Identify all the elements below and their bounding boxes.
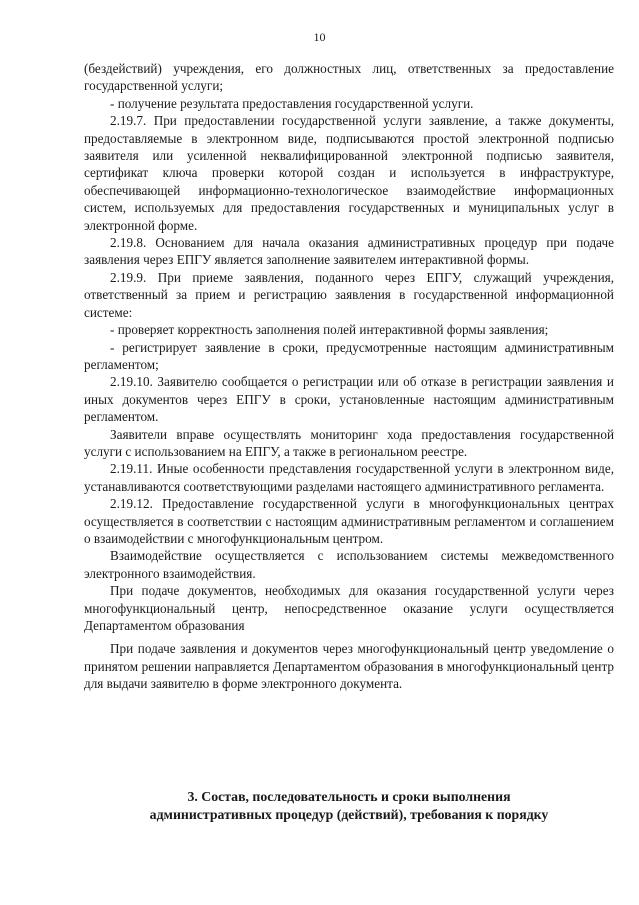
paragraph: 2.19.10. Заявителю сообщается о регистрации или об отказе в регистрации заявления и иных документов через ЕПГУ в сроки, установленные настоящим административным регламентом. bbox=[84, 374, 614, 425]
paragraph: 2.19.8. Основанием для начала оказания административных процедур при подаче заявления через ЕПГУ является заполнение заявителем интерактивной формы. bbox=[84, 235, 614, 268]
paragraph: При подаче документов, необходимых для оказания государственной услуги через многофункциональный центр, непосредственное оказание услуги осуществляется Департаментом образования bbox=[84, 583, 614, 633]
paragraph: Заявители вправе осуществлять мониторинг хода предоставления государственной услуги с использованием на ЕПГУ, а также в региональном реестре. bbox=[84, 426, 614, 459]
paragraph: (бездействий) учреждения, его должностных лиц, ответственных за предоставление государственной услуги; bbox=[84, 61, 614, 94]
paragraph: 2.19.12. Предоставление государственной услуги в многофункциональных центрах осуществляется в соответствии с настоящим административным регламентом и соглашением о взаимодействии с многофункциональным центром. bbox=[84, 496, 614, 546]
section-heading-line: административных процедур (действий), требования к порядку bbox=[149, 807, 549, 822]
paragraph: 2.19.11. Иные особенности представления государственной услуги в электронном виде, устанавливаются соответствующими разделами настоящего административного регламента. bbox=[84, 461, 614, 494]
section-heading bbox=[84, 788, 614, 824]
paragraph: - регистрирует заявление в сроки, предусмотренные настоящим административным регламентом; bbox=[84, 339, 614, 372]
paragraph: - получение результата предоставления государственной услуги. bbox=[110, 95, 474, 111]
document-body bbox=[84, 60, 614, 693]
section-heading-line: 3. Состав, последовательность и сроки выполнения bbox=[187, 789, 511, 804]
paragraph: Взаимодействие осуществляется с использованием системы межведомственного электронного взаимодействия. bbox=[84, 548, 614, 581]
paragraph: - проверяет корректность заполнения полей интерактивной формы заявления; bbox=[110, 322, 549, 338]
paragraph: При подаче заявления и документов через многофункциональный центр уведомление о принятом решении направляется Департаментом образования в многофункциональный центр для выдачи заявителю в форме электронного документа. bbox=[84, 641, 614, 692]
page-number: 10 bbox=[313, 30, 326, 44]
paragraph: 2.19.7. При предоставлении государственной услуги заявление, а также документы, предоставляемые в электронном виде, подписываются простой электронной подписью заявителя или усиленной неквалифицированной электронной подписью заявителя, сертификат ключа проверки которой создан и используется в инфраструктуре, обеспечивающей информационно-технологическое взаимодействие информационных систем, используемых для предоставления государственных и муниципальных услуг в электронной форме. bbox=[84, 113, 614, 233]
paragraph: 2.19.9. При приеме заявления, поданного через ЕПГУ, служащий учреждения, ответственный за прием и регистрацию заявления в государственной информационной системе: bbox=[84, 269, 614, 320]
